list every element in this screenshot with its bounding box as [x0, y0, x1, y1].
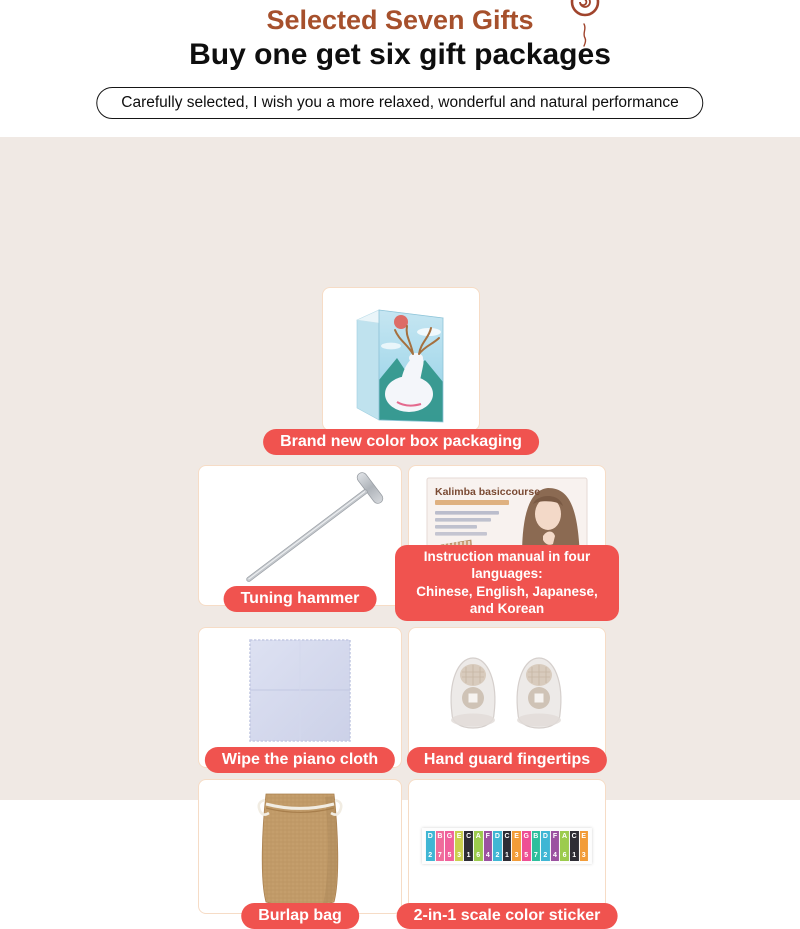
sticker-key: E 3	[581, 833, 587, 859]
label-fingertips: Hand guard fingertips	[407, 747, 607, 773]
gifts-section	[0, 137, 800, 924]
sticker-key: F 4	[551, 831, 560, 861]
scale-sticker-strip	[422, 828, 592, 864]
card-burlap-bag	[198, 779, 402, 924]
label-burlap-bag: Burlap bag	[241, 903, 359, 929]
tuning-hammer-illustration	[210, 474, 390, 596]
sticker-key: E 3	[456, 833, 462, 859]
sticker-key: G 5	[446, 833, 453, 859]
card-color-box	[280, 287, 522, 450]
sticker-key: E 3	[514, 833, 519, 859]
burlap-bag-illustration	[249, 784, 351, 910]
label-line-2: Chinese, English, Japanese, and Korean	[416, 583, 598, 617]
sticker-key: F 4	[484, 831, 493, 861]
label-scale-sticker: 2-in-1 scale color sticker	[397, 903, 618, 929]
sticker-key: B 7	[533, 833, 539, 859]
sticker-key: D 2	[494, 833, 500, 859]
sticker-key: B 7	[437, 833, 443, 859]
label-piano-cloth: Wipe the piano cloth	[205, 747, 395, 773]
label-instruction-manual	[395, 545, 619, 621]
card-piano-cloth	[198, 627, 402, 768]
sticker-key: D 2	[427, 833, 433, 859]
label-color-box: Brand new color box packaging	[263, 429, 539, 455]
color-box-illustration	[349, 302, 453, 424]
card-fingertips	[408, 627, 606, 768]
sticker-key: C 1	[504, 833, 510, 859]
piano-cloth-illustration	[248, 638, 352, 743]
sticker-key: G 5	[523, 833, 529, 859]
manual-cover-title: Kalimba basiccourse	[435, 486, 541, 498]
card-scale-sticker	[408, 779, 606, 924]
tagline-banner: Carefully selected, I wish you a more relaxed, wonderful and natural performance	[96, 87, 703, 119]
sticker-key: A 6	[475, 833, 481, 859]
fingertips-illustration	[442, 652, 572, 734]
page-subtitle: Buy one get six gift packages	[189, 38, 611, 71]
sticker-key: C 1	[571, 833, 577, 859]
sticker-key: A 6	[562, 833, 568, 859]
card-instruction-manual	[408, 465, 606, 617]
sticker-key: D 2	[542, 833, 548, 859]
spiral-ornament-icon	[558, 0, 612, 50]
label-tuning-hammer: Tuning hammer	[224, 586, 377, 612]
card-tuning-hammer	[198, 465, 402, 606]
sticker-key: C 1	[466, 833, 472, 859]
page-title: Selected Seven Gifts	[266, 5, 534, 35]
label-line-1: Instruction manual in four languages:	[423, 548, 591, 582]
